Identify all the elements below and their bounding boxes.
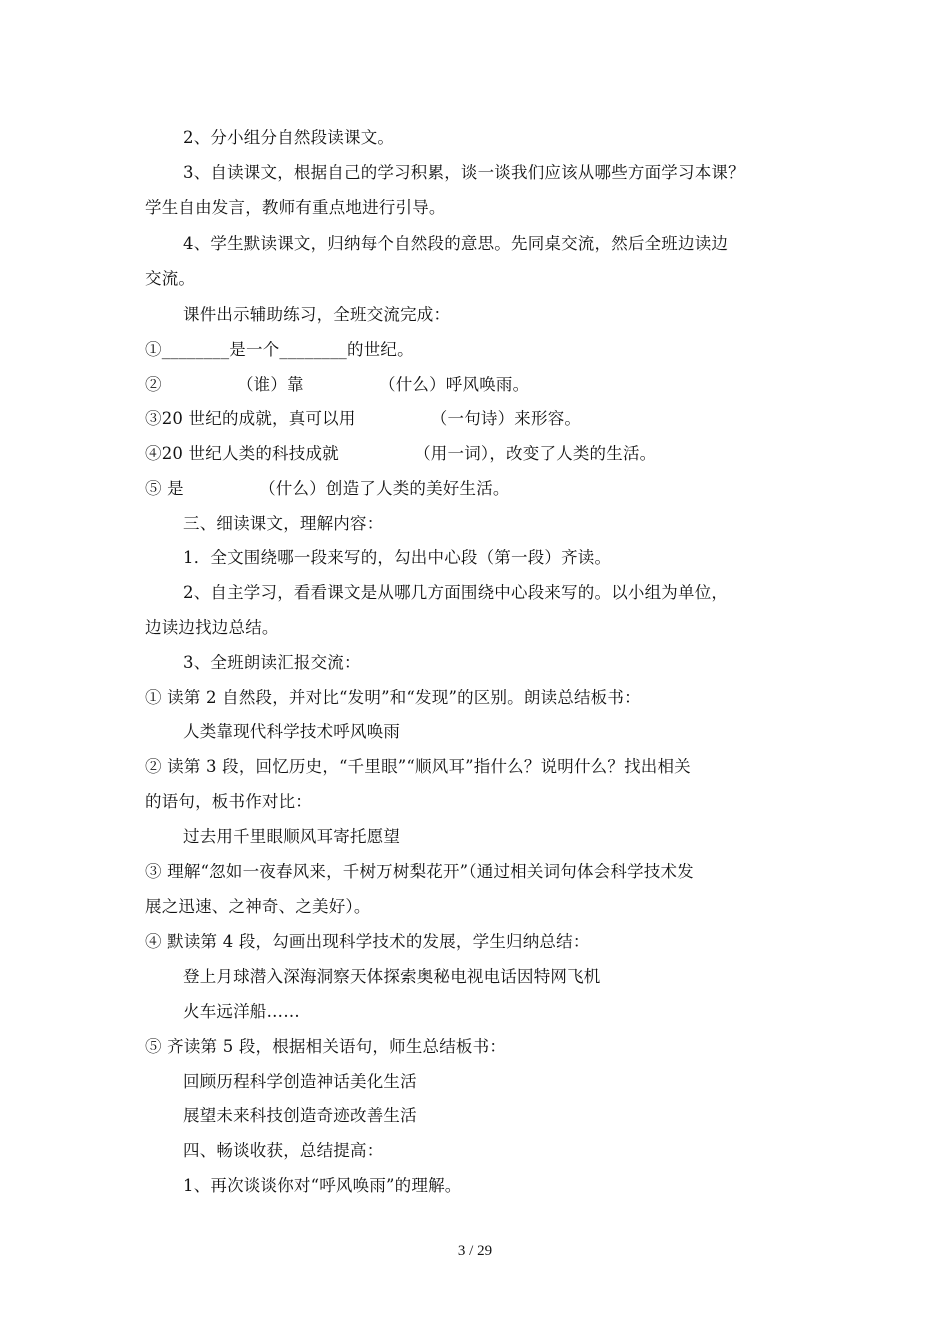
board-note: 登上月球潜入深海洞察天体探索奥秘电视电话因特网飞机	[183, 967, 601, 986]
text-line: 3、全班朗读汇报交流：	[183, 653, 361, 672]
board-note: 人类靠现代科学技术呼风唤雨	[183, 722, 401, 741]
exercise-item: ①________是一个________的世纪。	[145, 340, 414, 359]
text-line: 1、再次谈谈你对“呼风唤雨”的理解。	[183, 1176, 462, 1195]
text-line: ④ 默读第 4 段，勾画出现科学技术的发展，学生归纳总结：	[145, 932, 590, 951]
page-number: 3 / 29	[457, 1243, 493, 1259]
exercise-item: ⑤ 是 （什么）创造了人类的美好生活。	[145, 479, 510, 498]
board-note: 火车远洋船……	[183, 1002, 300, 1021]
text-line: 1．全文围绕哪一段来写的，勾出中心段（第一段）齐读。	[183, 548, 612, 567]
text-line: 展之迅速、之神奇、之美好）。	[145, 897, 371, 916]
exercise-item: ③20 世纪的成就，真可以用 （一句诗）来形容。	[145, 409, 582, 428]
text-line: 的语句，板书作对比：	[145, 792, 312, 811]
text-line: 2、自主学习，看看课文是从哪几方面围绕中心段来写的。以小组为单位，	[183, 583, 729, 602]
text-line: 4、学生默读课文，归纳每个自然段的意思。先同桌交流，然后全班边读边	[183, 234, 729, 253]
text-line: 课件出示辅助练习，全班交流完成：	[183, 305, 451, 324]
section-heading: 四、畅谈收获，总结提高：	[183, 1141, 384, 1160]
text-line: ② 读第 3 段，回忆历史，“千里眼”“顺风耳”指什么？说明什么？找出相关	[145, 757, 691, 776]
text-line: 边读边找边总结。	[145, 618, 279, 637]
text-line: 3、自读课文，根据自己的学习积累，谈一谈我们应该从哪些方面学习本课？	[183, 163, 745, 182]
board-note: 回顾历程科学创造神话美化生活	[183, 1072, 417, 1091]
text-line: ③ 理解“忽如一夜春风来，千树万树梨花开”（通过相关词句体会科学技术发	[145, 862, 694, 881]
exercise-item: ④20 世纪人类的科技成就 （用一词），改变了人类的生活。	[145, 444, 657, 463]
board-note: 过去用千里眼顺风耳寄托愿望	[183, 827, 401, 846]
text-line: 交流。	[145, 269, 196, 288]
text-line: ① 读第 2 自然段，并对比“发明”和“发现”的区别。朗读总结板书：	[145, 688, 641, 707]
exercise-item: ② （谁）靠 （什么）呼风唤雨。	[145, 375, 530, 394]
text-line: 2、分小组分自然段读课文。	[183, 128, 395, 147]
text-line: ⑤ 齐读第 5 段，根据相关语句，师生总结板书：	[145, 1037, 507, 1056]
text-line: 学生自由发言，教师有重点地进行引导。	[145, 198, 446, 217]
section-heading: 三、细读课文，理解内容：	[183, 514, 384, 533]
board-note: 展望未来科技创造奇迹改善生活	[183, 1106, 417, 1125]
